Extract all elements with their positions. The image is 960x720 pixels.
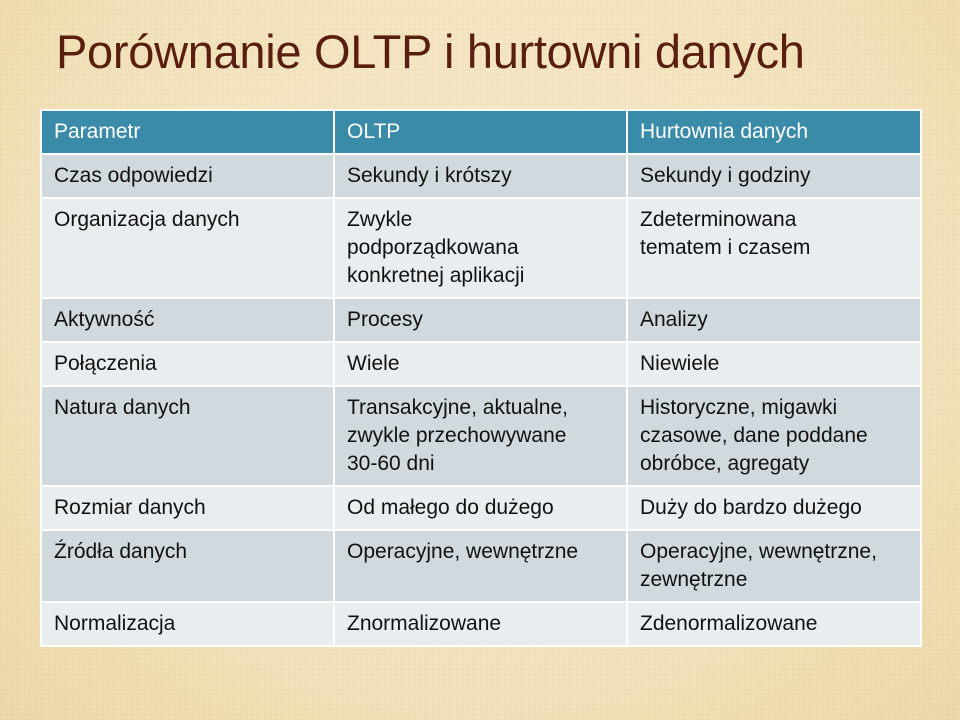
oltp-cell: Od małego do dużego (334, 486, 627, 530)
table-row (41, 486, 921, 530)
table-row (41, 530, 921, 602)
oltp-cell: Transakcyjne, aktualne, zwykle przechowywane 30-60 dni (334, 386, 627, 486)
warehouse-cell: Sekundy i godziny (627, 154, 921, 198)
row-label-cell: Źródła danych (41, 530, 334, 602)
warehouse-cell: Historyczne, migawki czasowe, dane poddane obróbce, agregaty (627, 386, 921, 486)
oltp-cell: Procesy (334, 298, 627, 342)
table-row (41, 198, 921, 298)
comparison-table-container (40, 109, 920, 647)
warehouse-cell: Zdeterminowana tematem i czasem (627, 198, 921, 298)
oltp-cell: Zwykle podporządkowana konkretnej aplikacji (334, 198, 627, 298)
oltp-cell: Sekundy i krótszy (334, 154, 627, 198)
table-body (41, 154, 921, 646)
warehouse-cell: Duży do bardzo dużego (627, 486, 921, 530)
warehouse-cell: Zdenormalizowane (627, 602, 921, 646)
warehouse-cell: Operacyjne, wewnętrzne, zewnętrzne (627, 530, 921, 602)
row-label-cell: Natura danych (41, 386, 334, 486)
row-label-cell: Rozmiar danych (41, 486, 334, 530)
row-label-cell: Organizacja danych (41, 198, 334, 298)
table-row (41, 298, 921, 342)
slide-title: Porównanie OLTP i hurtowni danych (56, 25, 805, 78)
table-header (41, 110, 921, 154)
header-cell-hurtownia: Hurtownia danych (627, 110, 921, 154)
table-row (41, 154, 921, 198)
warehouse-cell: Analizy (627, 298, 921, 342)
header-cell-parametr: Parametr (41, 110, 334, 154)
header-cell-oltp: OLTP (334, 110, 627, 154)
row-label-cell: Czas odpowiedzi (41, 154, 334, 198)
oltp-cell: Operacyjne, wewnętrzne (334, 530, 627, 602)
table-row (41, 342, 921, 386)
table-row (41, 386, 921, 486)
oltp-cell: Wiele (334, 342, 627, 386)
row-label-cell: Normalizacja (41, 602, 334, 646)
table-row (41, 602, 921, 646)
header-row (41, 110, 921, 154)
comparison-table (40, 109, 922, 647)
warehouse-cell: Niewiele (627, 342, 921, 386)
row-label-cell: Aktywność (41, 298, 334, 342)
row-label-cell: Połączenia (41, 342, 334, 386)
oltp-cell: Znormalizowane (334, 602, 627, 646)
